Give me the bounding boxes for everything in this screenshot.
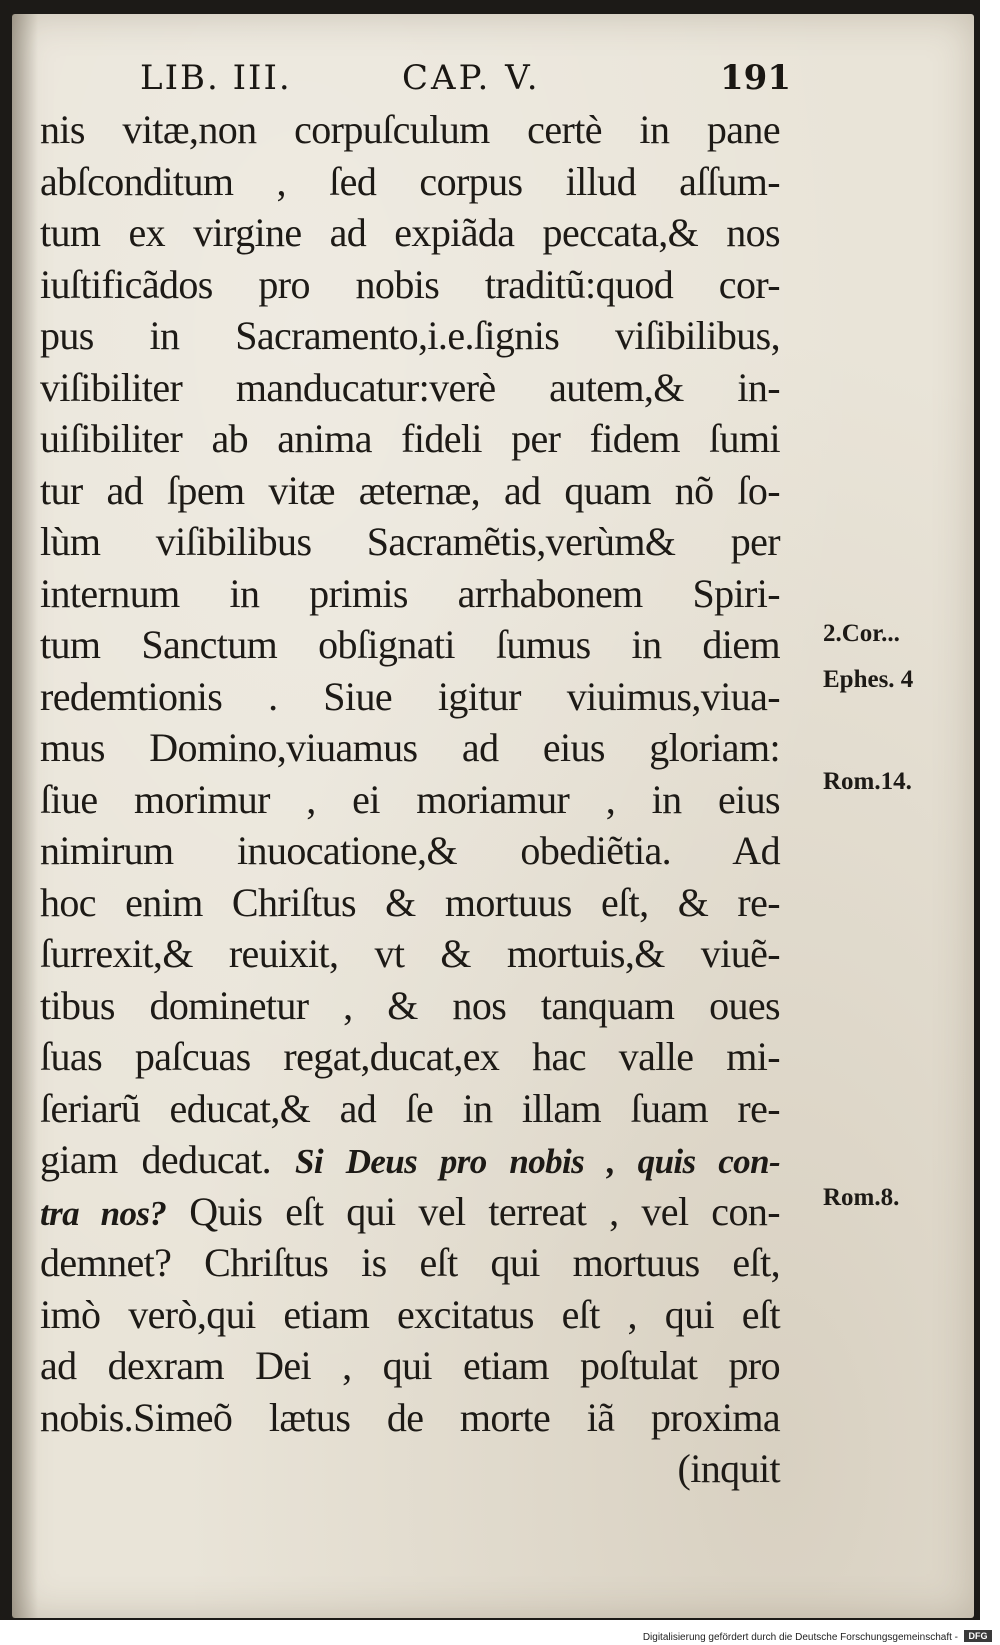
margin-note-rom14: Rom.14.: [823, 768, 912, 795]
text-line: nobis.Simeõ lætus de morte iã proxima: [40, 1394, 780, 1440]
running-head-book: LIB. III.: [140, 58, 292, 98]
text-line: pus in Sacramento,i.e.ſignis viſibilibus,: [40, 313, 780, 358]
text-line: tum Sanctum obſignati ſumus in diem: [40, 622, 780, 667]
text-segment: Quis eſt qui vel terreat , vel con-: [189, 1188, 780, 1234]
body-text: [40, 104, 914, 1495]
margin-note-cor: 2.Cor...: [823, 620, 900, 647]
margin-note-rom8: Rom.8.: [823, 1184, 900, 1211]
text-line: ſiue morimur , ei moriamur , in eius: [40, 776, 780, 822]
text-line: lùm viſibilibus Sacramẽtis,verùm& per: [40, 519, 780, 564]
text-line: tur ad ſpem vitæ æternæ, ad quam nõ ſo-: [40, 467, 780, 513]
page-number: 191: [720, 58, 791, 98]
text-line: ſeriarũ educat,& ad ſe in illam ſuam re-: [40, 1085, 780, 1131]
text-line: ſurrexit,& reuixit, vt & mortuis,& viuẽ-: [40, 931, 780, 976]
italic-quote-end: tra nos?: [40, 1193, 167, 1233]
page-gutter-shadow: [12, 14, 38, 1618]
text-line: internum in primis arrhabonem Spiri-: [40, 570, 780, 616]
text-line: redemtionis . Siue igitur viuimus,viua-: [40, 673, 780, 719]
running-head: [140, 58, 791, 108]
italic-quote-start: Si Deus pro nobis , quis con-: [295, 1142, 781, 1181]
text-line-with-quote: [40, 1134, 780, 1186]
margin-note-ephes: Ephes. 4: [823, 666, 914, 693]
digitization-credit: Digitalisierung gefördert durch die Deutsche Forschungsgemeinschaft -: [642, 1632, 958, 1643]
text-line: ad dexram Dei , qui etiam poſtulat pro: [40, 1343, 780, 1388]
text-line-with-quote: [40, 1186, 780, 1238]
text-line: hoc enim Chriſtus & mortuus eſt, & re-: [40, 879, 780, 925]
text-line: iuſtificãdos pro nobis traditũ:quod cor-: [40, 261, 780, 307]
text-line: imò verò,qui etiam excitatus eſt , qui eſt: [40, 1291, 780, 1337]
catchword: (inquit: [677, 1446, 780, 1491]
text-line: nimirum inuocatione,& obediẽtia. Ad: [40, 828, 780, 873]
text-line: uiſibiliter ab anima fideli per fidem ſumi: [40, 416, 780, 461]
dfg-logo: DFG: [964, 1630, 992, 1642]
running-head-chapter: CAP. V.: [402, 58, 541, 98]
text-line: nis vitæ,non corpuſculum certè in pane: [40, 107, 780, 152]
text-line: ſuas paſcuas regat,ducat,ex hac valle mi-: [40, 1034, 780, 1079]
text-line: abſconditum , ſed corpus illud aſſum-: [40, 158, 780, 204]
text-line: mus Domino,viuamus ad eius gloriam:: [40, 725, 780, 770]
text-segment: giam deducat.: [40, 1137, 272, 1182]
text-line: tum ex virgine ad expiãda peccata,& nos: [40, 210, 780, 255]
text-line: demnet? Chriſtus is eſt qui mortuus eſt,: [40, 1240, 780, 1285]
text-line: tibus dominetur , & nos tanquam oues: [40, 982, 780, 1028]
text-line: viſibiliter manducatur:verè autem,& in-: [40, 364, 780, 410]
